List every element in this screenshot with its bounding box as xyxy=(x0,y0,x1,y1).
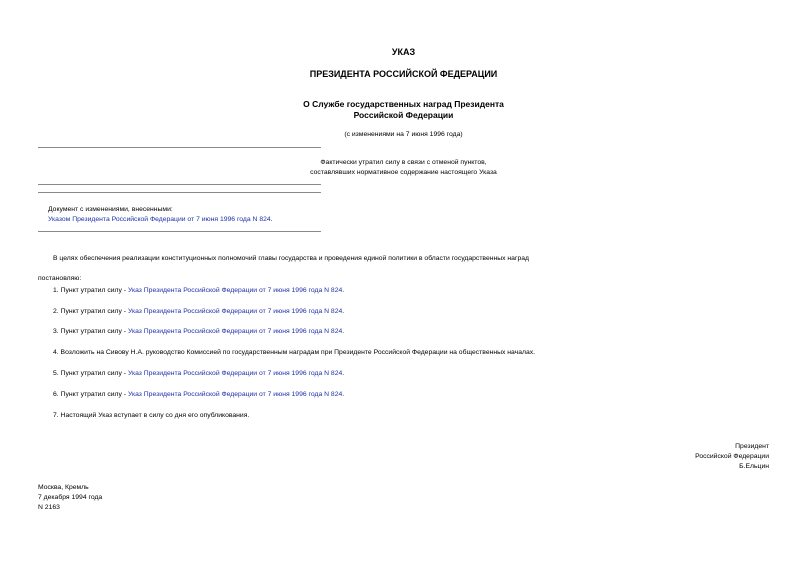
signature-country: Российской Федерации xyxy=(695,453,769,460)
decree-item-2 xyxy=(53,308,344,315)
document-subject-line-1: О Службе государственных наград Президента xyxy=(303,99,504,109)
divider-status-1 xyxy=(38,184,321,185)
item-link[interactable]: Указ Президента Российской Федерации от 7 июня 1996 года N 824 xyxy=(127,391,343,398)
decree-item-5 xyxy=(53,370,344,377)
changes-link[interactable]: Указом Президента Российской Федерации от 7 июня 1996 года N 824 xyxy=(48,216,271,223)
divider-top xyxy=(38,147,321,148)
preamble: В целях обеспечения реализации конституционных полномочий главы государства и проведения единой политики в области государственных наград xyxy=(53,255,529,262)
document-title: УКАЗ xyxy=(391,47,416,57)
document-number: N 2163 xyxy=(38,504,60,511)
changes-intro: Документ с изменениями, внесенными: xyxy=(48,206,173,213)
document-issuer: ПРЕЗИДЕНТА РОССИЙСКОЙ ФЕДЕРАЦИИ xyxy=(309,69,498,79)
item-text: 5. Пункт утратил силу - xyxy=(53,370,128,377)
item-text: 2. Пункт утратил силу - xyxy=(53,308,128,315)
item-suffix: . xyxy=(342,308,345,315)
decree-item-3 xyxy=(53,328,344,335)
decree-item-4 xyxy=(53,349,535,356)
item-text: 1. Пункт утратил силу - xyxy=(53,287,128,294)
changes-link-suffix: . xyxy=(270,216,273,223)
decree-word: постановляю: xyxy=(38,275,82,282)
item-link[interactable]: Указ Президента Российской Федерации от 7 июня 1996 года N 824 xyxy=(127,370,343,377)
status-line-1: Фактически утратил силу в связи с отменой пунктов, xyxy=(320,159,487,166)
item-link[interactable]: Указ Президента Российской Федерации от 7 июня 1996 года N 824 xyxy=(127,308,343,315)
item-text: 7. Настоящий Указ вступает в силу со дня его опубликования. xyxy=(53,412,250,419)
signing-date: 7 декабря 1994 года xyxy=(38,494,103,501)
amendment-note: (с изменениями на 7 июня 1996 года) xyxy=(344,131,463,138)
item-suffix: . xyxy=(342,391,345,398)
item-link[interactable]: Указ Президента Российской Федерации от 7 июня 1996 года N 824 xyxy=(127,328,343,335)
decree-item-1 xyxy=(53,287,344,294)
signature-title: Президент xyxy=(735,443,769,450)
item-text: 3. Пункт утратил силу - xyxy=(53,328,128,335)
document-subject-line-2: Российской Федерации xyxy=(353,110,454,120)
item-suffix: . xyxy=(342,370,345,377)
decree-item-7 xyxy=(53,412,249,419)
item-text: 4. Возложить на Сивову Н.А. руководство Комиссией по государственным наградам при Президенте Российской Федерации на общественных началах. xyxy=(53,349,536,356)
changes-reference xyxy=(48,215,273,224)
signing-place: Москва, Кремль xyxy=(38,484,89,491)
divider-changes xyxy=(38,231,321,232)
divider-status-2 xyxy=(38,192,321,193)
status-line-2: составлявших нормативное содержание настоящего Указа xyxy=(310,169,497,176)
signature-name: Б.Ельцин xyxy=(739,463,769,470)
item-suffix: . xyxy=(342,328,345,335)
decree-item-6 xyxy=(53,391,344,398)
item-link[interactable]: Указ Президента Российской Федерации от 7 июня 1996 года N 824 xyxy=(127,287,343,294)
item-text: 6. Пункт утратил силу - xyxy=(53,391,128,398)
item-suffix: . xyxy=(342,287,345,294)
